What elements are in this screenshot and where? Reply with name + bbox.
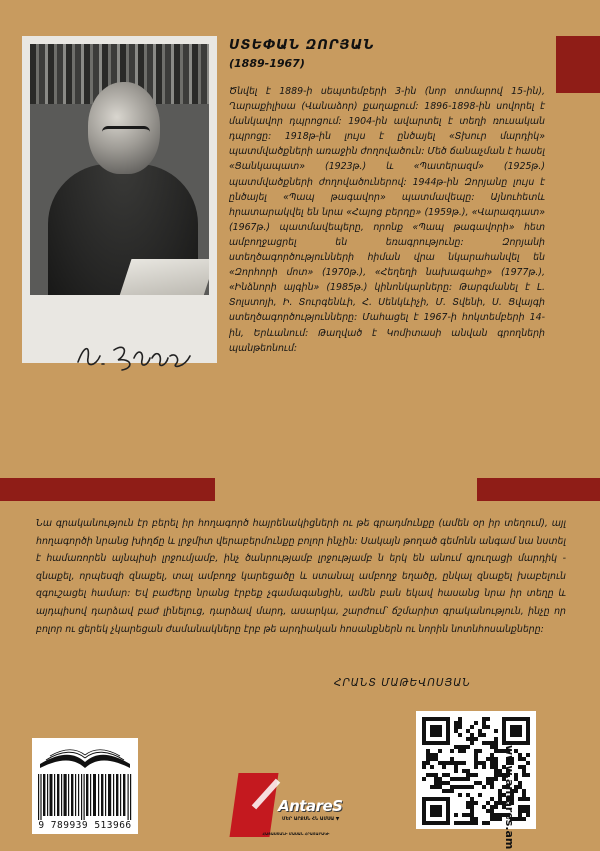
critic-quote: Նա գրականություն էր բերել իր հողագործ հայրենակիցների ու թե գրադմունքը (ամեն օր իր տեղում), այլ հողագործի նրանց խիղճը և լրջմիտ վերաբերմունքը բոլոր ինչին: Սակայն թողած գեմոնն անգամ նա նստել է համառորեն այնպիսի լրջումյամբ, ինչ ծանրությամբ լրջությամբ ն երկ են անում գյուղացի մարդիկ - զնաքել, որպեսզի զնաքել, տալ ամբողջ կարեցածը և ստանալ ամբողջ եղածը, ընկալ զնաքել խաբելուն զգուշացել համար: Եվ բաժերը նրանց էրբեք չգամագանցին, ամեն բան եկավ հասանց նրա իր տեղը և այդպիսով դարձավ բաժ լինելուց, դարձավ մարդ, ասարկա, շարժում՝ ճշմարիտ գրականություն, ինչը որ բոլոր ու ցերեկ չկարեցան ժամանակները էրբ թե արդիական հոսանքներն ու նորին նոտնհոսանքները: bbox=[36, 518, 566, 635]
quote-author: ՀՐԱՆՏ ՄԱԹԵՎՈՍՅԱՆ bbox=[334, 677, 471, 689]
red-band-right bbox=[477, 478, 600, 501]
author-signature-icon bbox=[74, 328, 204, 378]
papers-on-desk bbox=[119, 259, 209, 295]
author-portrait-photo bbox=[30, 44, 209, 295]
publisher-logo bbox=[226, 769, 362, 839]
top-right-red-tab bbox=[556, 36, 600, 93]
barcode-bars bbox=[38, 774, 132, 820]
website-url: www.antares.am bbox=[503, 745, 516, 850]
website-qr-code bbox=[416, 711, 536, 850]
publisher-name: AntareS bbox=[278, 797, 343, 815]
red-band-left bbox=[0, 478, 215, 501]
isbn-number: 9 789939 513966 bbox=[38, 820, 132, 831]
publisher-subtitle: ՀԱՅԱՍՏԱՆԻ ՄԱՍԱՆ ՀՐԱՏԱՐԱԿԻ bbox=[262, 831, 330, 836]
author-portrait-frame bbox=[22, 36, 217, 363]
author-name: ՍՏԵՓԱՆ ԶՈՐՅԱՆ bbox=[229, 38, 375, 53]
author-biography: Ծնվել է 1889-ի սեպտեմբերի 3-ին (նոր տոմարով 15-ին), Ղարաքիլիսա (Վանաձոր) քաղաքում: 1896-1898-ին սովորել է մանկավոր դպրոցում: 1904-ին ավարտել է տեղի ռուսական դպրոցը: 1918թ-ին լույս է ընծայել «Տխուր մարդիկ» պատմվածքների առաջին ժողովածուն: Մեծ ճանաչման է հասել «Ցանկապատ» (1923թ.) և «Պատերազմ» (1925թ.) պատմվածքների ժողովածուներով: 1944թ-ին Զորյանը լույս է ընծայել «Պապ թագավոր» պատմավեպը: Այնուհետև հրատարակվել են նրա «Հայոց բերդը» (1959թ.), «Վարազդատ» (1967թ.) պատմավեպերը, որոնք «Պապ թագավորի» հետ ամբողջացրել են եռագրությունը: Զորյանի ստեղծագործությունների հիման վրա նկարահանվել են «Զորհորի մոտ» (1970թ.), «Հեղեղի նախագահը» (1977թ.), «Ինձնորի այգին» (1985թ.) կինոնկարները: Թարգմանել է Լ. Տոլստոյի, Ի. Տուրգենևի, Հ. Սենկևիչի, Մ. Տվենի, Ս. Ցվայգի ստեղծագործությունները: Մահացել է 1967-ի հոկտեմբերի 14-ին, Երևանում: Թաղված է Կոմիտասի անվան գրողների պանթեոնում: bbox=[229, 86, 545, 354]
isbn-barcode bbox=[32, 738, 138, 834]
publisher-tagline: ՄԵՐ ԱՐՔՍՆ ՀՆ ԱՄՍԱ ▼ bbox=[282, 817, 340, 822]
open-book-icon bbox=[32, 738, 138, 772]
author-years: (1889-1967) bbox=[229, 57, 305, 70]
author-glasses bbox=[102, 126, 150, 141]
